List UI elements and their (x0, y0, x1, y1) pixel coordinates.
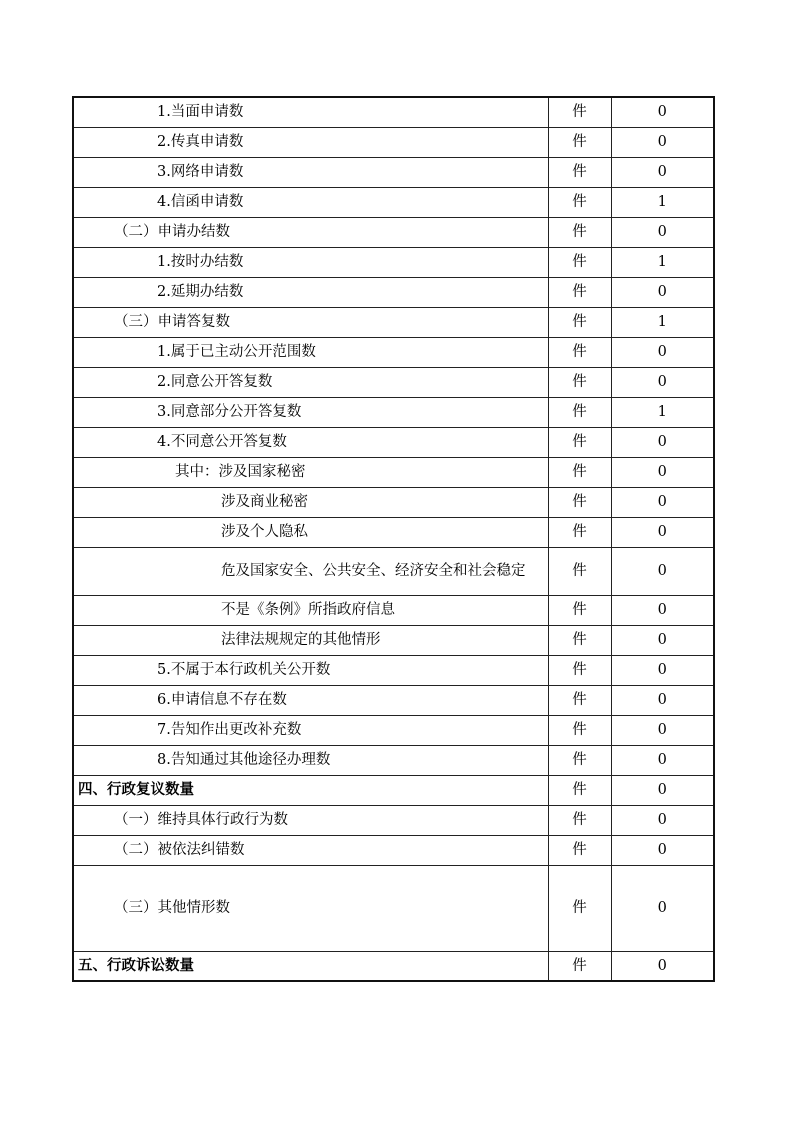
unit-cell: 件 (548, 367, 611, 397)
unit-cell: 件 (548, 715, 611, 745)
count-cell: 0 (611, 277, 714, 307)
item-label: 2.传真申请数 (157, 134, 244, 150)
unit-cell: 件 (548, 951, 611, 981)
table-row (73, 685, 714, 715)
item-name-cell (73, 685, 548, 715)
item-label: 4.信函申请数 (157, 194, 244, 210)
unit-cell: 件 (548, 805, 611, 835)
unit-cell: 件 (548, 517, 611, 547)
unit-cell: 件 (548, 157, 611, 187)
unit-cell: 件 (548, 457, 611, 487)
item-name-cell (73, 745, 548, 775)
item-name-cell (73, 835, 548, 865)
item-name-cell (73, 775, 548, 805)
item-name-cell (73, 187, 548, 217)
unit-cell: 件 (548, 655, 611, 685)
table-row (73, 517, 714, 547)
table-row (73, 865, 714, 951)
item-label: 2.延期办结数 (157, 284, 244, 300)
count-cell: 0 (611, 865, 714, 951)
count-cell: 1 (611, 307, 714, 337)
item-name-cell (73, 397, 548, 427)
item-label: （三）其他情形数 (114, 900, 230, 916)
unit-cell: 件 (548, 217, 611, 247)
count-cell: 0 (611, 595, 714, 625)
unit-cell: 件 (548, 397, 611, 427)
item-name-cell (73, 805, 548, 835)
item-name-cell (73, 217, 548, 247)
item-name-cell (73, 865, 548, 951)
statistics-table (72, 96, 715, 982)
item-name-cell (73, 487, 548, 517)
count-cell: 0 (611, 337, 714, 367)
table-row (73, 127, 714, 157)
table-row (73, 397, 714, 427)
count-cell: 0 (611, 951, 714, 981)
table-row (73, 97, 714, 127)
count-cell: 1 (611, 247, 714, 277)
item-name-cell (73, 247, 548, 277)
item-name-cell (73, 127, 548, 157)
count-cell: 0 (611, 427, 714, 457)
item-name-cell (73, 951, 548, 981)
unit-cell: 件 (548, 865, 611, 951)
count-cell: 0 (611, 625, 714, 655)
unit-cell: 件 (548, 835, 611, 865)
table-row (73, 775, 714, 805)
item-name-cell (73, 715, 548, 745)
unit-cell: 件 (548, 685, 611, 715)
item-label: 其中：涉及国家秘密 (175, 464, 306, 480)
item-label: 5.不属于本行政机关公开数 (157, 662, 331, 678)
item-name-cell (73, 307, 548, 337)
item-name-cell (73, 277, 548, 307)
count-cell: 0 (611, 685, 714, 715)
table-row (73, 457, 714, 487)
count-cell: 0 (611, 715, 714, 745)
table-row (73, 277, 714, 307)
count-cell: 0 (611, 127, 714, 157)
count-cell: 0 (611, 457, 714, 487)
item-label: 8.告知通过其他途径办理数 (157, 752, 331, 768)
item-label: （三）申请答复数 (114, 314, 230, 330)
unit-cell: 件 (548, 625, 611, 655)
item-name-cell (73, 157, 548, 187)
count-cell: 0 (611, 805, 714, 835)
table-row (73, 715, 714, 745)
unit-cell: 件 (548, 487, 611, 517)
table-row (73, 367, 714, 397)
item-label: 涉及个人隐私 (221, 524, 308, 540)
count-cell: 1 (611, 187, 714, 217)
item-label: 4.不同意公开答复数 (157, 434, 287, 450)
unit-cell: 件 (548, 427, 611, 457)
item-label: （二）被依法纠错数 (114, 842, 245, 858)
count-cell: 0 (611, 217, 714, 247)
item-label: 1.属于已主动公开范围数 (157, 344, 316, 360)
count-cell: 0 (611, 487, 714, 517)
item-name-cell (73, 655, 548, 685)
count-cell: 0 (611, 745, 714, 775)
unit-cell: 件 (548, 745, 611, 775)
count-cell: 1 (611, 397, 714, 427)
item-label: 法律法规规定的其他情形 (221, 632, 381, 648)
count-cell: 0 (611, 367, 714, 397)
item-name-cell (73, 625, 548, 655)
item-name-cell (73, 457, 548, 487)
item-name-cell (73, 517, 548, 547)
unit-cell: 件 (548, 127, 611, 157)
item-name-cell (73, 97, 548, 127)
table-row (73, 307, 714, 337)
count-cell: 0 (611, 655, 714, 685)
item-label: 四、行政复议数量 (78, 781, 194, 798)
count-cell: 0 (611, 517, 714, 547)
item-label: （二）申请办结数 (114, 224, 230, 240)
unit-cell: 件 (548, 277, 611, 307)
unit-cell: 件 (548, 247, 611, 277)
count-cell: 0 (611, 547, 714, 595)
table-row (73, 951, 714, 981)
item-label: 不是《条例》所指政府信息 (221, 602, 395, 618)
item-name-cell (73, 595, 548, 625)
table-row (73, 745, 714, 775)
count-cell: 0 (611, 835, 714, 865)
unit-cell: 件 (548, 97, 611, 127)
table-row (73, 835, 714, 865)
item-name-cell (73, 367, 548, 397)
table-row (73, 625, 714, 655)
item-name-cell (73, 427, 548, 457)
table-row (73, 547, 714, 595)
item-label: （一）维持具体行政行为数 (114, 812, 288, 828)
table-row (73, 217, 714, 247)
statistics-table-body (73, 97, 714, 981)
count-cell: 0 (611, 157, 714, 187)
item-label: 1.按时办结数 (157, 254, 244, 270)
unit-cell: 件 (548, 307, 611, 337)
unit-cell: 件 (548, 547, 611, 595)
item-label: 五、行政诉讼数量 (78, 956, 194, 974)
table-row (73, 427, 714, 457)
unit-cell: 件 (548, 337, 611, 367)
table-row (73, 157, 714, 187)
item-name-cell (73, 547, 548, 595)
table-row (73, 337, 714, 367)
count-cell: 0 (611, 775, 714, 805)
item-label: 1.当面申请数 (157, 104, 244, 121)
item-label: 7.告知作出更改补充数 (157, 722, 302, 738)
item-label: 3.网络申请数 (157, 164, 244, 180)
item-label: 2.同意公开答复数 (157, 374, 273, 390)
item-label: 危及国家安全、公共安全、经济安全和社会稳定 (221, 563, 526, 579)
unit-cell: 件 (548, 775, 611, 805)
table-row (73, 595, 714, 625)
item-label: 6.申请信息不存在数 (157, 692, 287, 708)
table-row (73, 487, 714, 517)
table-row (73, 247, 714, 277)
unit-cell: 件 (548, 595, 611, 625)
table-row (73, 805, 714, 835)
count-cell: 0 (611, 97, 714, 127)
item-label: 涉及商业秘密 (221, 494, 308, 510)
item-name-cell (73, 337, 548, 367)
unit-cell: 件 (548, 187, 611, 217)
table-row (73, 655, 714, 685)
table-row (73, 187, 714, 217)
item-label: 3.同意部分公开答复数 (157, 404, 302, 420)
